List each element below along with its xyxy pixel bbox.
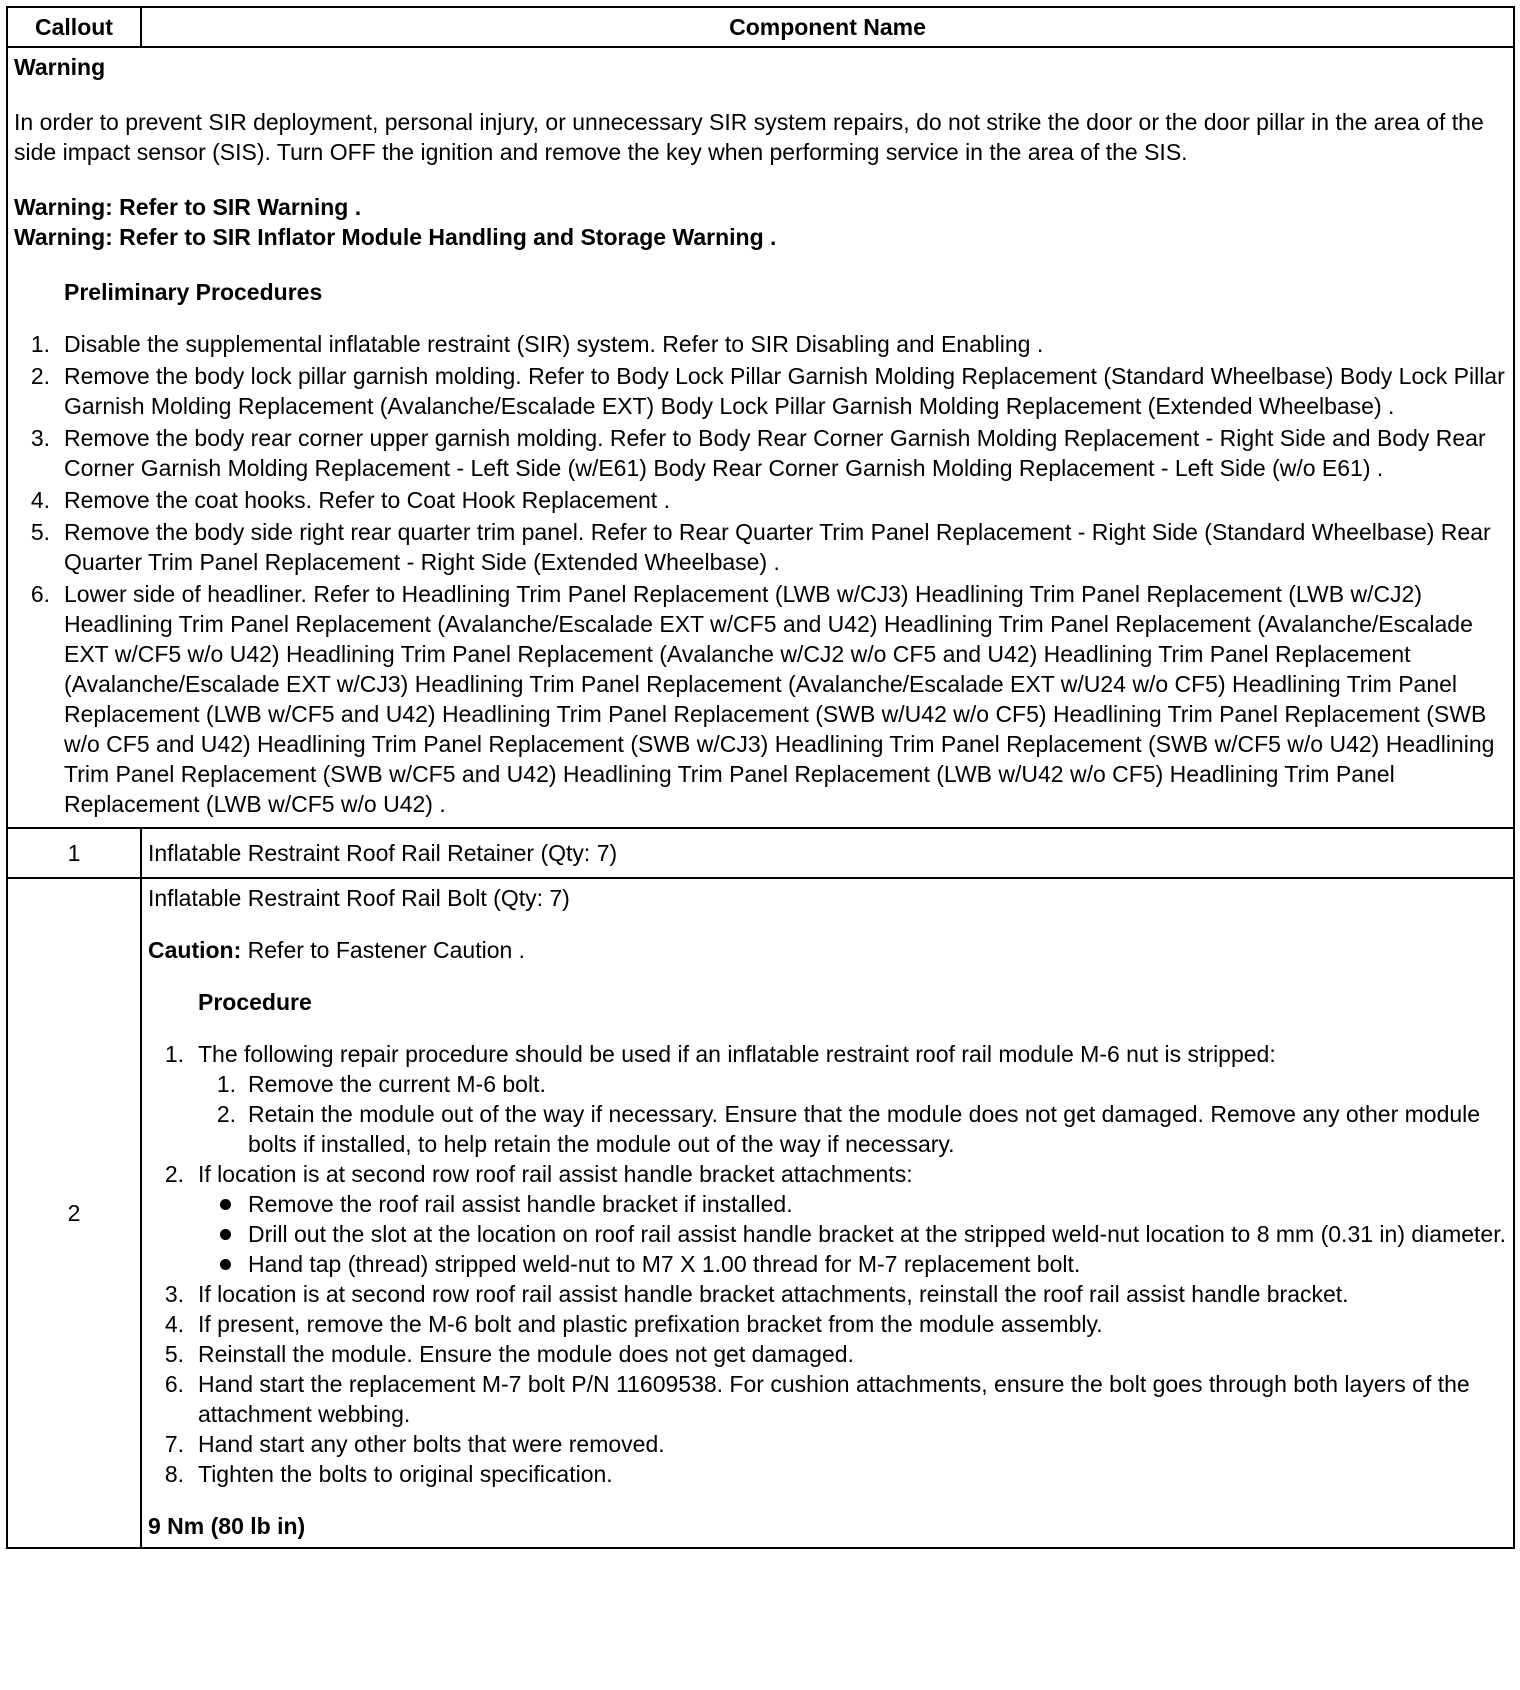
- step-text: Lower side of headliner. Refer to Headlining Trim Panel Replacement (LWB w/CJ3) Headlining Trim Panel Replacement (LWB w/CJ2) Headlining Trim Panel Replacement (Avalanche/Escalade EXT w/CF5 and U42) Headlining Trim Panel Replacement (Avalanche/Escalade EXT w/CF5 w/o U42) Headlining Trim Panel Replacement (Avalanche w/CJ2 w/o CF5 and U42) Headlining Trim Panel Replacement (Avalanche/Escalade EXT w/CJ3) Headlining Trim Panel Replacement (Avalanche/Escalade EXT w/U24 w/o CF5) Headlining Trim Panel Replacement (LWB w/CF5 and U42) Headlining Trim Panel Replacement (SWB w/U42 w/o CF5) Headlining Trim Panel Replacement (SWB w/o CF5 and U42) Headlining Trim Panel Replacement (SWB w/CJ3) Headlining Trim Panel Replacement (SWB w/CF5 w/o U42) Headlining Trim Panel Replacement (SWB w/CF5 and U42) Headlining Trim Panel Replacement (LWB w/U42 w/o CF5) Headlining Trim Panel Replacement (LWB w/CF5 w/o U42) .: [64, 581, 1495, 817]
- procedure-title: Procedure: [198, 989, 312, 1015]
- step-text: Remove the coat hooks. Refer to Coat Hook Replacement .: [64, 487, 670, 513]
- bullet-list: [198, 1189, 1507, 1279]
- step-number: 5.: [30, 519, 50, 545]
- step-text: If present, remove the M-6 bolt and plastic prefixation bracket from the module assembly.: [198, 1311, 1103, 1337]
- caution-label: Caution:: [148, 937, 242, 963]
- warning-refs: [14, 192, 1505, 252]
- step-text: Remove the body lock pillar garnish molding. Refer to Body Lock Pillar Garnish Molding Replacement (Standard Wheelbase) Body Lock Pillar Garnish Molding Replacement (Avalanche/Escalade EXT) Body Lock Pillar Garnish Molding Replacement (Extended Wheelbase) .: [64, 363, 1505, 419]
- list-item: Drill out the slot at the location on roof rail assist handle bracket at the stripped weld-nut location to 8 mm (0.31 in) diameter.: [198, 1219, 1507, 1249]
- list-item: [14, 329, 1505, 359]
- step-number: 1.: [30, 331, 50, 357]
- callout-number: 1: [7, 828, 141, 878]
- list-item: Hand tap (thread) stripped weld-nut to M7 X 1.00 thread for M-7 replacement bolt.: [198, 1249, 1507, 1279]
- warning-title: Warning: [14, 54, 106, 80]
- procedure-steps: [148, 1039, 1507, 1489]
- step-number: 1.: [164, 1041, 184, 1067]
- step-text: Reinstall the module. Ensure the module does not get damaged.: [198, 1341, 854, 1367]
- step-number: 6.: [30, 581, 50, 607]
- table-row: [7, 878, 1514, 1548]
- step-number: 2.: [216, 1101, 236, 1127]
- list-item: [14, 579, 1505, 819]
- caution-text: Refer to Fastener Caution .: [241, 937, 526, 963]
- list-item: [14, 485, 1505, 515]
- torque-spec: 9 Nm (80 lb in): [148, 1513, 306, 1539]
- list-item: [198, 1069, 1507, 1099]
- list-item: [148, 1369, 1507, 1429]
- step-text: If location is at second row roof rail assist handle bracket attachments, reinstall the roof rail assist handle bracket.: [198, 1281, 1349, 1307]
- step-number: 5.: [164, 1341, 184, 1367]
- step-text: Remove the body rear corner upper garnish molding. Refer to Body Rear Corner Garnish Molding Replacement - Right Side and Body Rear Corner Garnish Molding Replacement - Left Side (w/E61) Body Rear Corner Garnish Molding Replacement - Left Side (w/o E61) .: [64, 425, 1486, 481]
- step-text: Remove the current M-6 bolt.: [248, 1071, 546, 1097]
- preliminary-procedures-title: Preliminary Procedures: [64, 279, 323, 305]
- warning-ref-inflator: Warning: Refer to SIR Inflator Module Handling and Storage Warning .: [14, 224, 777, 250]
- step-text: Tighten the bolts to original specification.: [198, 1461, 613, 1487]
- list-item: [148, 1039, 1507, 1159]
- step-text: Remove the body side right rear quarter trim panel. Refer to Rear Quarter Trim Panel Replacement - Right Side (Standard Wheelbase) Rear Quarter Trim Panel Replacement - Right Side (Extended Wheelbase) .: [64, 519, 1491, 575]
- component-detail-cell: [141, 878, 1514, 1548]
- sub-steps: [198, 1069, 1507, 1159]
- step-number: 2.: [164, 1161, 184, 1187]
- warning-row: [7, 47, 1514, 828]
- step-text: Retain the module out of the way if necessary. Ensure that the module does not get damaged. Remove any other module bolts if installed, to help retain the module out of the way if necessary.: [248, 1101, 1481, 1157]
- list-item: [148, 1309, 1507, 1339]
- component-table: [6, 6, 1515, 1549]
- step-number: 6.: [164, 1371, 184, 1397]
- list-item: [148, 1159, 1507, 1279]
- component-name: Inflatable Restraint Roof Rail Bolt (Qty: 7): [148, 885, 570, 911]
- callout-number: 2: [7, 878, 141, 1548]
- step-number: 4.: [164, 1311, 184, 1337]
- list-item: [14, 361, 1505, 421]
- component-name: Inflatable Restraint Roof Rail Retainer (Qty: 7): [141, 828, 1514, 878]
- list-item: [148, 1339, 1507, 1369]
- list-item: Remove the roof rail assist handle bracket if installed.: [198, 1189, 1507, 1219]
- step-number: 4.: [30, 487, 50, 513]
- table-row: [7, 828, 1514, 878]
- step-number: 1.: [216, 1071, 236, 1097]
- step-text: Hand start the replacement M-7 bolt P/N 11609538. For cushion attachments, ensure the bolt goes through both layers of the attachment webbing.: [198, 1371, 1470, 1427]
- list-item: [148, 1279, 1507, 1309]
- step-number: 8.: [164, 1461, 184, 1487]
- step-number: 2.: [30, 363, 50, 389]
- step-text: Disable the supplemental inflatable restraint (SIR) system. Refer to SIR Disabling and Enabling .: [64, 331, 1044, 357]
- step-number: 7.: [164, 1431, 184, 1457]
- step-number: 3.: [30, 425, 50, 451]
- list-item: [14, 517, 1505, 577]
- list-item: [14, 423, 1505, 483]
- list-item: [148, 1459, 1507, 1489]
- step-text: The following repair procedure should be used if an inflatable restraint roof rail module M-6 nut is stripped:: [198, 1041, 1276, 1067]
- header-callout: Callout: [7, 7, 141, 47]
- header-row: [7, 7, 1514, 47]
- header-component-name: Component Name: [141, 7, 1514, 47]
- step-number: 3.: [164, 1281, 184, 1307]
- caution-line: [148, 935, 1507, 965]
- warning-paragraph: In order to prevent SIR deployment, personal injury, or unnecessary SIR system repairs, do not strike the door or the door pillar in the area of the side impact sensor (SIS). Turn OFF the ignition and remove the key when performing service in the area of the SIS.: [14, 109, 1484, 165]
- warning-cell: [7, 47, 1514, 828]
- warning-ref-sir: Warning: Refer to SIR Warning .: [14, 194, 362, 220]
- preliminary-steps: [14, 329, 1505, 819]
- list-item: [148, 1429, 1507, 1459]
- list-item: [198, 1099, 1507, 1159]
- step-text: Hand start any other bolts that were removed.: [198, 1431, 665, 1457]
- step-text: If location is at second row roof rail assist handle bracket attachments:: [198, 1161, 913, 1187]
